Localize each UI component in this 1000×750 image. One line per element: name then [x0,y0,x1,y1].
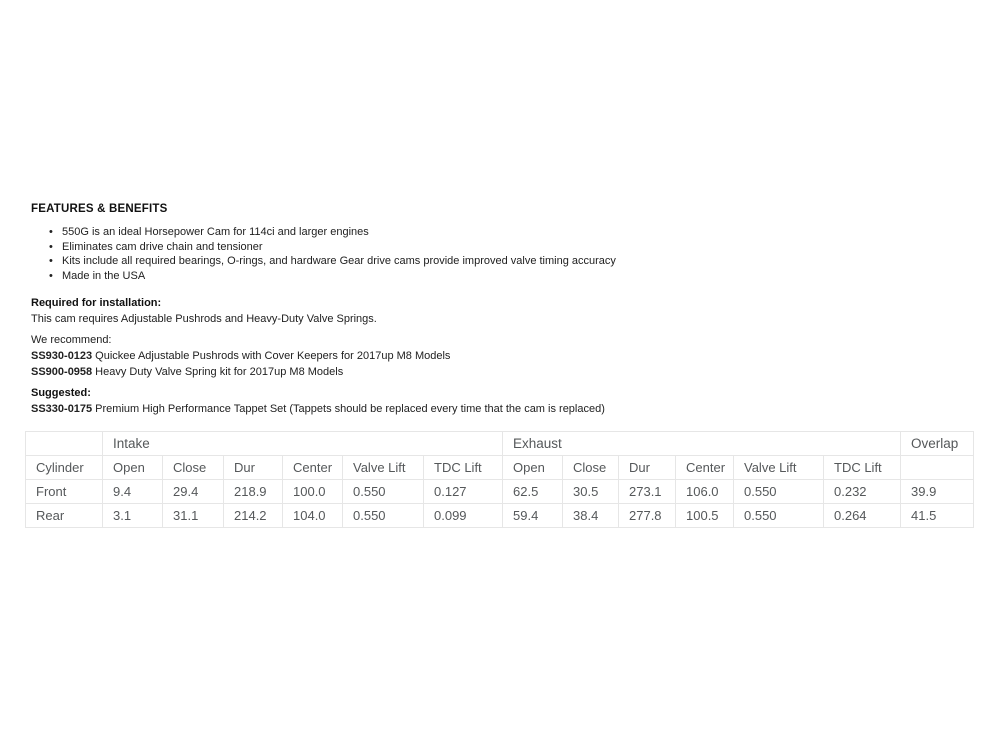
product-code: SS330-0175 [31,403,93,415]
product-code: SS930-0123 [31,350,93,362]
column-header [901,456,974,480]
we-recommend-heading: We recommend: [31,334,112,346]
cell-value: 218.9 [224,480,283,504]
column-header: TDC Lift [424,456,503,480]
cell-value: 38.4 [563,504,619,528]
column-header: Close [163,456,224,480]
feature-text: Made in the USA [62,269,146,282]
bullet-icon [49,225,62,240]
cell-value: 277.8 [619,504,676,528]
list-item [49,269,616,284]
cell-value: 214.2 [224,504,283,528]
cell-value: 0.550 [343,504,424,528]
product-description: Quickee Adjustable Pushrods with Cover Keepers for 2017up M8 Models [95,350,451,362]
cell-value: 100.5 [676,504,734,528]
column-header: Center [283,456,343,480]
recommend-item [31,350,450,362]
group-header-overlap: Overlap [901,432,974,456]
feature-text: Eliminates cam drive chain and tensioner [62,240,263,253]
cell-value: 0.127 [424,480,503,504]
product-code: SS900-0958 [31,366,93,378]
column-header: Dur [619,456,676,480]
column-header: Open [103,456,163,480]
column-header: Dur [224,456,283,480]
cell-value: 39.9 [901,480,974,504]
column-header: Open [503,456,563,480]
cell-value: 41.5 [901,504,974,528]
cam-spec-table-wrap [25,431,974,528]
cell-value: 29.4 [163,480,224,504]
table-column-header-row [26,456,974,480]
list-item [49,240,616,255]
recommend-item [31,366,343,378]
group-header-exhaust: Exhaust [503,432,901,456]
cell-value: 0.264 [824,504,901,528]
required-installation-text: This cam requires Adjustable Pushrods and Heavy-Duty Valve Springs. [31,313,377,325]
cell-value: 0.550 [734,504,824,528]
cell-value: 0.099 [424,504,503,528]
cell-value: 273.1 [619,480,676,504]
list-item [49,254,616,269]
cell-value: 0.550 [343,480,424,504]
table-row [26,480,974,504]
cell-value: 0.550 [734,480,824,504]
cell-cylinder: Rear [26,504,103,528]
cam-spec-table [25,431,974,528]
cell-value: 106.0 [676,480,734,504]
column-header: TDC Lift [824,456,901,480]
column-header: Close [563,456,619,480]
column-header: Cylinder [26,456,103,480]
bullet-icon [49,269,62,284]
cell-value: 3.1 [103,504,163,528]
suggested-heading: Suggested: [31,387,91,399]
group-header-empty [26,432,103,456]
suggested-item [31,403,605,415]
table-row [26,504,974,528]
column-header: Valve Lift [734,456,824,480]
feature-text: 550G is an ideal Horsepower Cam for 114ci and larger engines [62,226,369,238]
column-header: Valve Lift [343,456,424,480]
cell-value: 30.5 [563,480,619,504]
cell-value: 0.232 [824,480,901,504]
cell-cylinder: Front [26,480,103,504]
cell-value: 9.4 [103,480,163,504]
features-bullet-list [49,225,616,283]
bullet-icon [49,240,62,255]
cell-value: 100.0 [283,480,343,504]
cell-value: 59.4 [503,504,563,528]
bullet-icon [49,254,62,269]
feature-text: Kits include all required bearings, O-rings, and hardware Gear drive cams provide improved valve timing accuracy [62,255,616,267]
product-description: Premium High Performance Tappet Set (Tappets should be replaced every time that the cam is replaced) [95,403,605,415]
table-group-header-row [26,432,974,456]
required-installation-heading: Required for installation: [31,297,162,309]
features-benefits-heading: FEATURES & BENEFITS [31,203,168,215]
group-header-intake: Intake [103,432,503,456]
cell-value: 62.5 [503,480,563,504]
cell-value: 31.1 [163,504,224,528]
column-header: Center [676,456,734,480]
cell-value: 104.0 [283,504,343,528]
list-item [49,225,616,240]
product-description: Heavy Duty Valve Spring kit for 2017up M8 Models [95,366,344,378]
